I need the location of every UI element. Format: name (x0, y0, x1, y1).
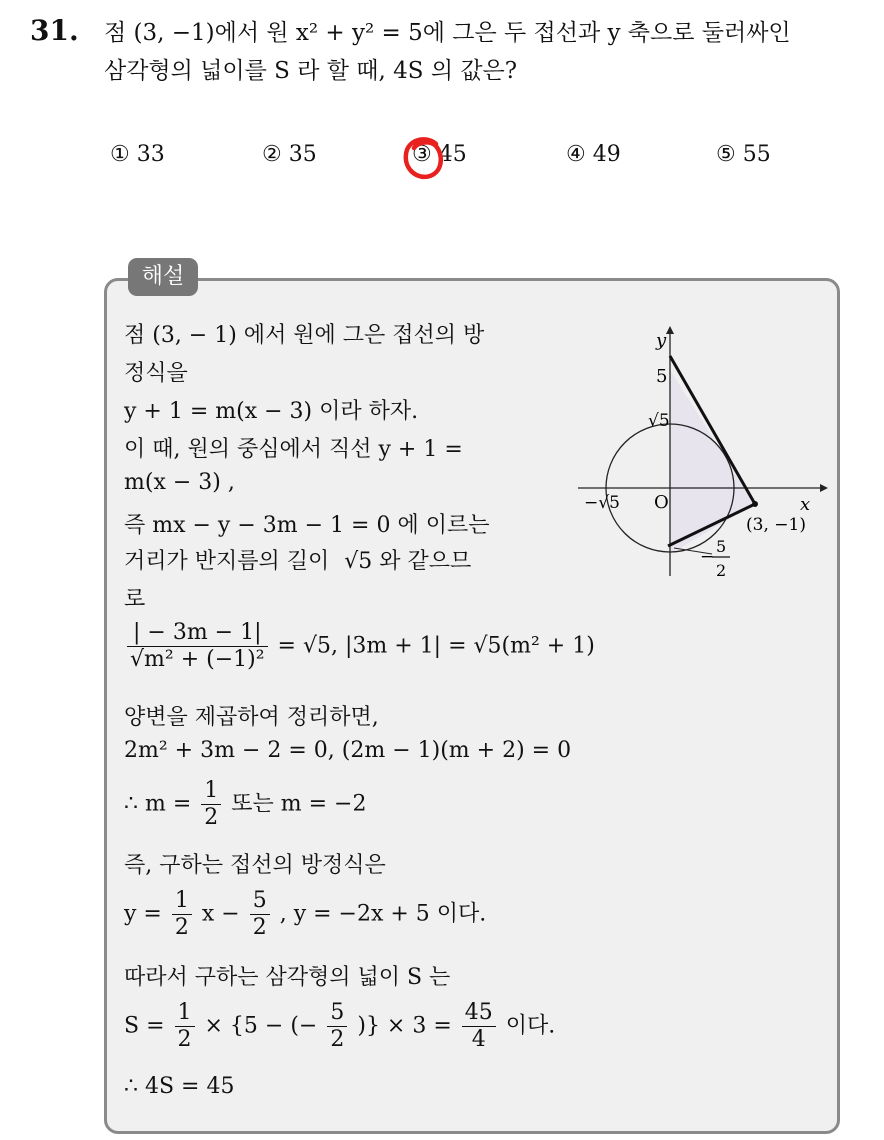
choice-5[interactable] (716, 142, 771, 167)
line-13-prefix: y = (124, 901, 162, 927)
fraction-one-half (201, 778, 221, 831)
fraction-denominator: 2 (174, 915, 189, 940)
solution-line-14: 따라서 구하는 삼각형의 넓이 S 는 (124, 965, 451, 990)
line-11-prefix: ∴ m = (124, 791, 192, 817)
choice-5-value: 55 (742, 142, 771, 167)
solution-line-1: 점 (3, − 1) 에서 원에 그은 접선의 방 (124, 323, 485, 348)
line-11-suffix: 또는 m = −2 (231, 791, 367, 817)
solution-line-13 (124, 888, 486, 941)
line-15-suffix: 이다. (505, 1013, 556, 1039)
neg-sqrt5-label: −√5 (584, 493, 620, 513)
triangle-region (670, 370, 755, 554)
line-15-mid: × {5 − (− (204, 1013, 318, 1039)
choice-4-value: 49 (592, 142, 621, 167)
distance-fraction (127, 620, 268, 673)
neg-half-sign: − (700, 547, 715, 567)
x-axis-label: x (800, 494, 811, 515)
choice-4-marker: ④ (566, 142, 586, 167)
neg-half-denominator: 2 (716, 561, 727, 580)
fraction-denominator: 4 (471, 1027, 486, 1052)
fraction-intercept (250, 888, 270, 941)
fraction-denominator: 2 (252, 915, 267, 940)
choice-2-marker: ② (262, 142, 282, 167)
fraction-slope (172, 888, 192, 941)
solution-line-4: 이 때, 원의 중심에서 직선 y + 1 = (124, 437, 463, 462)
question-line-1: 점 (3, −1)에서 원 x² + y² = 5에 그은 두 접선과 y 축으로 둘러싸인 (104, 20, 791, 46)
fraction-numerator: 5 (327, 1000, 347, 1027)
y-axis-arrow (666, 326, 674, 334)
choice-4[interactable] (566, 142, 621, 167)
solution-line-7b: √5 와 같으므 (344, 549, 472, 574)
y-axis-label: y (656, 330, 667, 351)
fraction-denominator: 2 (177, 1027, 192, 1052)
point-3-neg1 (752, 501, 758, 507)
choice-1[interactable] (110, 142, 165, 167)
solution-line-7a: 거리가 반지름의 길이 (124, 549, 330, 574)
choice-1-value: 33 (136, 142, 165, 167)
solution-line-2: 정식을 (124, 361, 188, 386)
origin-label: O (654, 492, 669, 513)
x-axis-arrow (820, 484, 828, 492)
sqrt5-top-label: √5 (648, 411, 670, 431)
selected-answer-circle-mark (400, 134, 446, 184)
distance-fraction-numerator: | − 3m − 1| (127, 620, 268, 647)
neg-half-numerator: 5 (716, 537, 727, 556)
tangent-figure (572, 322, 828, 586)
distance-equation-rest: = √5, |3m + 1| = √5(m² + 1) (277, 633, 595, 659)
question-line-2: 삼각형의 넓이를 S 라 할 때, 4S 의 값은? (104, 58, 518, 84)
fraction-numerator: 5 (250, 888, 270, 915)
question-number: 31. (30, 14, 79, 47)
choice-2-value: 35 (288, 142, 317, 167)
fraction-area (462, 1000, 496, 1053)
fraction-numerator: 1 (172, 888, 192, 915)
solution-line-9: 양변을 제곱하여 정리하면, (124, 705, 379, 730)
y-intercept-label: 5 (656, 366, 668, 387)
choice-1-marker: ① (110, 142, 130, 167)
fraction-denominator: 2 (204, 805, 219, 830)
line-15-prefix: S = (124, 1013, 165, 1039)
solution-line-7 (124, 544, 471, 575)
choice-3-marker: ③ (412, 142, 432, 167)
fraction-five-halves (327, 1000, 347, 1053)
solution-line-3: y + 1 = m(x − 3) 이라 하자. (124, 399, 419, 424)
solution-line-8: 로 (124, 587, 146, 612)
fraction-numerator: 45 (462, 1000, 496, 1027)
choice-3-value: 45 (438, 142, 467, 167)
solution-line-11 (124, 778, 367, 831)
choice-5-marker: ⑤ (716, 142, 736, 167)
distance-fraction-denominator: √m² + (−1)² (130, 647, 265, 672)
question-text (104, 14, 874, 90)
fraction-denominator: 2 (330, 1027, 345, 1052)
solution-tag: 해설 (128, 258, 198, 296)
choice-2[interactable] (262, 142, 317, 167)
line-13-suffix: , y = −2x + 5 이다. (279, 901, 487, 927)
solution-fraction-row (124, 620, 595, 673)
fraction-numerator: 1 (201, 778, 221, 805)
fraction-numerator: 1 (175, 1000, 195, 1027)
line-15-mid2: )} × 3 = (357, 1013, 452, 1039)
point-label: (3, −1) (746, 515, 806, 535)
solution-line-10: 2m² + 3m − 2 = 0, (2m − 1)(m + 2) = 0 (124, 738, 572, 763)
fraction-half (175, 1000, 195, 1053)
solution-line-15 (124, 1000, 555, 1053)
solution-line-5: m(x − 3) , (124, 470, 235, 495)
line-13-mid: x − (201, 901, 240, 927)
solution-line-6: 즉 mx − y − 3m − 1 = 0 에 이르는 (124, 513, 490, 538)
solution-line-12: 즉, 구하는 접선의 방정식은 (124, 853, 386, 878)
solution-line-16: ∴ 4S = 45 (124, 1074, 235, 1099)
